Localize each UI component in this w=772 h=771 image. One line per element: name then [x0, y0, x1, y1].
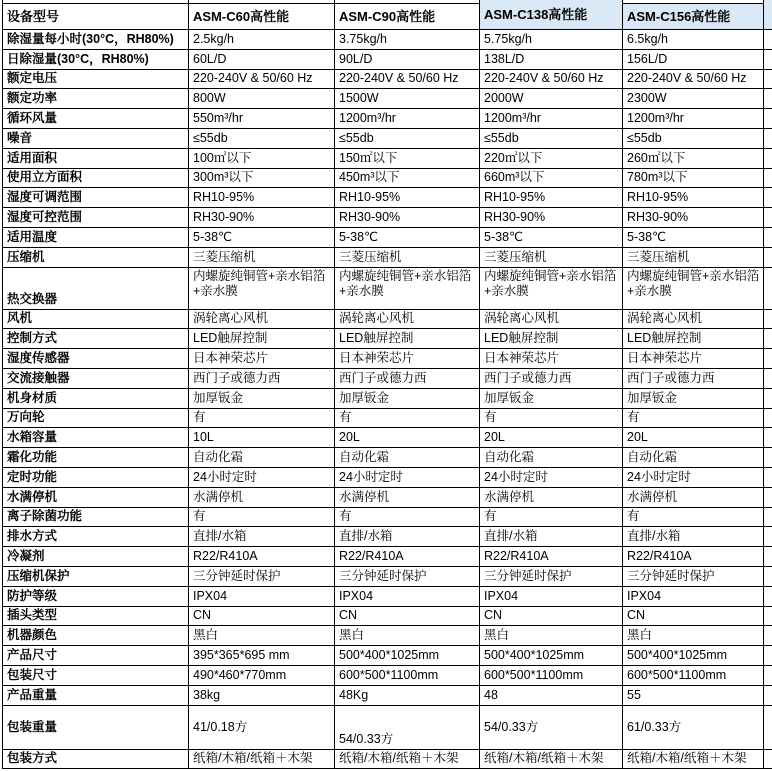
cutoff-cell	[764, 70, 772, 90]
table-row	[3, 567, 771, 587]
value-cell[interactable]: 纸箱/木箱/纸箱＋木架	[335, 750, 480, 770]
value-cell[interactable]: 90L/D	[335, 50, 480, 70]
cutoff-cell	[764, 349, 772, 369]
table-row	[3, 109, 771, 129]
header-model-c90[interactable]: ASM-C90高性能	[335, 4, 480, 30]
value-cell[interactable]: 三分钟延时保护	[189, 567, 335, 587]
value-cell[interactable]: IPX04	[480, 587, 623, 607]
table-row	[3, 547, 771, 567]
value-cell[interactable]: 55	[623, 686, 764, 706]
row-label-cell[interactable]: 压缩机	[3, 248, 189, 268]
cutoff-cell	[764, 188, 772, 208]
value-cell[interactable]: RH10-95%	[623, 188, 764, 208]
value-cell[interactable]: 220-240V & 50/60 Hz	[623, 70, 764, 90]
value-cell[interactable]: 450m³以下	[335, 169, 480, 189]
table-row	[3, 169, 771, 189]
row-label-cell[interactable]: 产品尺寸	[3, 646, 189, 666]
table-row	[3, 646, 771, 666]
cutoff-cell	[764, 228, 772, 248]
row-label-cell[interactable]: 水满停机	[3, 488, 189, 508]
value-cell[interactable]: 500*400*1025mm	[623, 646, 764, 666]
row-label-cell[interactable]: 风机	[3, 310, 189, 330]
value-cell[interactable]: 三菱压缩机	[480, 248, 623, 268]
cutoff-cell	[764, 389, 772, 409]
table-header	[3, 0, 771, 30]
value-cell[interactable]: 24小时定时	[189, 468, 335, 488]
cutoff-cell	[764, 409, 772, 429]
table-row	[3, 706, 771, 750]
table-row	[3, 50, 771, 70]
row-label-cell[interactable]: 排水方式	[3, 527, 189, 547]
value-cell[interactable]: RH10-95%	[189, 188, 335, 208]
value-cell[interactable]: 490*460*770mm	[189, 666, 335, 686]
value-cell[interactable]: 600*500*1100mm	[623, 666, 764, 686]
value-cell[interactable]: 5-38℃	[335, 228, 480, 248]
table-row	[3, 329, 771, 349]
value-cell[interactable]: 5-38℃	[623, 228, 764, 248]
value-cell[interactable]: 三分钟延时保护	[480, 567, 623, 587]
row-label-cell[interactable]: 使用立方面积	[3, 169, 189, 189]
cutoff-cell	[764, 89, 772, 109]
value-cell[interactable]: IPX04	[335, 587, 480, 607]
row-label-cell[interactable]: 循环风量	[3, 109, 189, 129]
table-row	[3, 89, 771, 109]
row-label-cell[interactable]: 除湿量每小时(30°C，RH80%)	[3, 30, 189, 50]
cutoff-cell	[764, 448, 772, 468]
table-row	[3, 448, 771, 468]
value-cell[interactable]: 100㎡以下	[189, 149, 335, 169]
row-label-cell[interactable]: 防护等级	[3, 587, 189, 607]
value-cell[interactable]: CN	[189, 607, 335, 627]
value-cell[interactable]: 日本神荣芯片	[335, 349, 480, 369]
table-row	[3, 750, 771, 770]
value-cell[interactable]: 纸箱/木箱/纸箱＋木架	[189, 750, 335, 770]
table-row	[3, 468, 771, 488]
table-row	[3, 626, 771, 646]
value-cell[interactable]: 150㎡以下	[335, 149, 480, 169]
cutoff-cell	[764, 169, 772, 189]
value-cell[interactable]: 内螺旋纯铜管+亲水铝箔+亲水膜	[623, 268, 764, 310]
row-label-cell[interactable]: 日除湿量(30°C，RH80%)	[3, 50, 189, 70]
table-row	[3, 666, 771, 686]
value-cell[interactable]: LED触屏控制	[189, 329, 335, 349]
value-cell[interactable]: 日本神荣芯片	[480, 349, 623, 369]
value-cell[interactable]: 3.75kg/h	[335, 30, 480, 50]
value-cell[interactable]: 220㎡以下	[480, 149, 623, 169]
cutoff-cell	[764, 248, 772, 268]
table-row	[3, 587, 771, 607]
value-cell[interactable]: 24小时定时	[480, 468, 623, 488]
value-cell[interactable]: 西门子或德力西	[623, 369, 764, 389]
value-cell[interactable]: 10L	[189, 428, 335, 448]
row-label-cell[interactable]: 湿度可调范围	[3, 188, 189, 208]
row-label-cell[interactable]: 压缩机保护	[3, 567, 189, 587]
cutoff-cell	[764, 706, 772, 750]
cutoff-cell	[764, 626, 772, 646]
value-cell[interactable]: 220-240V & 50/60 Hz	[480, 70, 623, 90]
value-cell[interactable]: 三分钟延时保护	[623, 567, 764, 587]
spec-table-body	[3, 30, 771, 769]
value-cell[interactable]: 220-240V & 50/60 Hz	[189, 70, 335, 90]
value-cell[interactable]: 2000W	[480, 89, 623, 109]
value-cell[interactable]: 水满停机	[335, 488, 480, 508]
value-cell[interactable]: 138L/D	[480, 50, 623, 70]
row-label-cell[interactable]: 机器颜色	[3, 626, 189, 646]
row-label-cell[interactable]: 水箱容量	[3, 428, 189, 448]
value-cell[interactable]: 38kg	[189, 686, 335, 706]
value-cell[interactable]: 156L/D	[623, 50, 764, 70]
value-cell[interactable]: 黑白	[480, 626, 623, 646]
table-row	[3, 208, 771, 228]
value-cell[interactable]: 24小时定时	[623, 468, 764, 488]
value-cell[interactable]: 有	[335, 508, 480, 528]
value-cell[interactable]: 三分钟延时保护	[335, 567, 480, 587]
table-row	[3, 409, 771, 429]
value-cell[interactable]: 内螺旋纯铜管+亲水铝箔+亲水膜	[189, 268, 335, 310]
value-cell[interactable]: 5-38℃	[189, 228, 335, 248]
cutoff-cell	[764, 567, 772, 587]
table-row	[3, 30, 771, 50]
cutoff-cell	[764, 587, 772, 607]
cutoff-cell	[764, 666, 772, 686]
value-cell[interactable]: 500*400*1025mm	[480, 646, 623, 666]
value-cell[interactable]: 涡轮离心风机	[480, 310, 623, 330]
value-cell[interactable]: 1200m³/hr	[335, 109, 480, 129]
value-cell[interactable]: LED触屏控制	[335, 329, 480, 349]
value-cell[interactable]: 20L	[623, 428, 764, 448]
row-label-cell[interactable]: 噪音	[3, 129, 189, 149]
value-cell[interactable]: 自动化霜	[189, 448, 335, 468]
value-cell[interactable]: CN	[335, 607, 480, 627]
table-row	[3, 508, 771, 528]
row-label-cell[interactable]: 插头类型	[3, 607, 189, 627]
value-cell[interactable]: 60L/D	[189, 50, 335, 70]
cutoff-cell	[764, 0, 772, 30]
value-cell[interactable]: 纸箱/木箱/纸箱＋木架	[623, 750, 764, 770]
row-label-cell[interactable]: 冷凝剂	[3, 547, 189, 567]
value-cell[interactable]: RH10-95%	[335, 188, 480, 208]
row-label-cell[interactable]: 热交换器	[3, 268, 189, 310]
value-cell[interactable]: 水满停机	[623, 488, 764, 508]
value-cell[interactable]: IPX04	[189, 587, 335, 607]
value-cell[interactable]: ≤55db	[335, 129, 480, 149]
cutoff-cell	[764, 547, 772, 567]
cutoff-cell	[764, 428, 772, 448]
row-label-cell[interactable]: 交流接触器	[3, 369, 189, 389]
row-label-cell[interactable]: 机身材质	[3, 389, 189, 409]
row-label-cell[interactable]: 万向轮	[3, 409, 189, 429]
table-row	[3, 527, 771, 547]
value-cell[interactable]: 自动化霜	[335, 448, 480, 468]
value-cell[interactable]: 涡轮离心风机	[623, 310, 764, 330]
cutoff-cell	[764, 109, 772, 129]
cutoff-cell	[764, 508, 772, 528]
value-cell[interactable]: ≤55db	[189, 129, 335, 149]
value-cell[interactable]: 600*500*1100mm	[335, 666, 480, 686]
row-label-cell[interactable]: 湿度可控范围	[3, 208, 189, 228]
value-cell[interactable]: 1200m³/hr	[480, 109, 623, 129]
value-cell[interactable]: RH10-95%	[480, 188, 623, 208]
cutoff-cell	[764, 268, 772, 310]
row-label-cell[interactable]: 适用面积	[3, 149, 189, 169]
table-row	[3, 129, 771, 149]
row-label-cell[interactable]: 额定电压	[3, 70, 189, 90]
value-cell[interactable]: RH30-90%	[623, 208, 764, 228]
value-cell[interactable]: 日本神荣芯片	[189, 349, 335, 369]
table-row	[3, 268, 771, 310]
header-model-c60[interactable]: ASM-C60高性能	[189, 4, 335, 30]
value-cell[interactable]: 有	[623, 508, 764, 528]
table-row	[3, 228, 771, 248]
value-cell[interactable]: 加厚钣金	[623, 389, 764, 409]
table-row	[3, 686, 771, 706]
value-cell[interactable]: 有	[189, 508, 335, 528]
value-cell[interactable]: 54/0.33方	[335, 706, 480, 750]
value-cell[interactable]: 54/0.33方	[480, 706, 623, 750]
value-cell[interactable]: 水满停机	[189, 488, 335, 508]
table-row	[3, 488, 771, 508]
value-cell[interactable]: 1200m³/hr	[623, 109, 764, 129]
spec-table	[2, 0, 771, 769]
table-row	[3, 188, 771, 208]
value-cell[interactable]: 直排/水箱	[335, 527, 480, 547]
value-cell[interactable]: LED触屏控制	[623, 329, 764, 349]
row-label-cell[interactable]: 定时功能	[3, 468, 189, 488]
header-device-model[interactable]: 设备型号	[3, 4, 189, 30]
value-cell[interactable]: IPX04	[623, 587, 764, 607]
value-cell[interactable]: RH30-90%	[335, 208, 480, 228]
value-cell[interactable]: 24小时定时	[335, 468, 480, 488]
table-row	[3, 248, 771, 268]
cutoff-cell	[764, 750, 772, 770]
value-cell[interactable]: 600*500*1100mm	[480, 666, 623, 686]
cutoff-cell	[764, 686, 772, 706]
value-cell[interactable]: 41/0.18方	[189, 706, 335, 750]
value-cell[interactable]: 直排/水箱	[623, 527, 764, 547]
value-cell[interactable]: 2.5kg/h	[189, 30, 335, 50]
value-cell[interactable]: ≤55db	[623, 129, 764, 149]
row-label-cell[interactable]: 离子除菌功能	[3, 508, 189, 528]
row-label-cell[interactable]: 湿度传感器	[3, 349, 189, 369]
value-cell[interactable]: 2300W	[623, 89, 764, 109]
cutoff-cell	[764, 149, 772, 169]
value-cell[interactable]: 500*400*1025mm	[335, 646, 480, 666]
cutoff-cell	[764, 468, 772, 488]
value-cell[interactable]: 61/0.33方	[623, 706, 764, 750]
value-cell[interactable]: R22/R410A	[623, 547, 764, 567]
value-cell[interactable]: 西门子或德力西	[480, 369, 623, 389]
value-cell[interactable]: 780m³以下	[623, 169, 764, 189]
value-cell[interactable]: 48	[480, 686, 623, 706]
cutoff-cell	[764, 50, 772, 70]
value-cell[interactable]: ≤55db	[480, 129, 623, 149]
value-cell[interactable]: 直排/水箱	[189, 527, 335, 547]
value-cell[interactable]: 三菱压缩机	[335, 248, 480, 268]
value-cell[interactable]: 20L	[335, 428, 480, 448]
value-cell[interactable]: R22/R410A	[335, 547, 480, 567]
value-cell[interactable]: CN	[480, 607, 623, 627]
table-row	[3, 389, 771, 409]
value-cell[interactable]: 550m³/hr	[189, 109, 335, 129]
cutoff-cell	[764, 329, 772, 349]
value-cell[interactable]: 有	[623, 409, 764, 429]
value-cell[interactable]: CN	[623, 607, 764, 627]
value-cell[interactable]: 三菱压缩机	[189, 248, 335, 268]
table-row	[3, 607, 771, 627]
value-cell[interactable]: 西门子或德力西	[335, 369, 480, 389]
cutoff-cell	[764, 30, 772, 50]
value-cell[interactable]: 1500W	[335, 89, 480, 109]
table-row	[3, 310, 771, 330]
value-cell[interactable]: 内螺旋纯铜管+亲水铝箔+亲水膜	[335, 268, 480, 310]
value-cell[interactable]: 西门子或德力西	[189, 369, 335, 389]
value-cell[interactable]: 6.5kg/h	[623, 30, 764, 50]
cutoff-cell	[764, 607, 772, 627]
cutoff-cell	[764, 310, 772, 330]
value-cell[interactable]: 220-240V & 50/60 Hz	[335, 70, 480, 90]
cutoff-cell	[764, 488, 772, 508]
value-cell[interactable]: 260㎡以下	[623, 149, 764, 169]
value-cell[interactable]: 三菱压缩机	[623, 248, 764, 268]
row-label-cell[interactable]: 额定功率	[3, 89, 189, 109]
value-cell[interactable]: 水满停机	[480, 488, 623, 508]
value-cell[interactable]: 加厚钣金	[335, 389, 480, 409]
cutoff-cell	[764, 369, 772, 389]
table-row	[3, 369, 771, 389]
row-label-cell[interactable]: 控制方式	[3, 329, 189, 349]
value-cell[interactable]: 48Kg	[335, 686, 480, 706]
value-cell[interactable]: 自动化霜	[623, 448, 764, 468]
table-row	[3, 149, 771, 169]
value-cell[interactable]: 300m³以下	[189, 169, 335, 189]
cutoff-cell	[764, 208, 772, 228]
row-label-cell[interactable]: 包装尺寸	[3, 666, 189, 686]
value-cell[interactable]: 加厚钣金	[189, 389, 335, 409]
value-cell[interactable]: 有	[189, 409, 335, 429]
value-cell[interactable]: 纸箱/木箱/纸箱＋木架	[480, 750, 623, 770]
row-label-cell[interactable]: 霜化功能	[3, 448, 189, 468]
value-cell[interactable]: RH30-90%	[480, 208, 623, 228]
value-cell[interactable]: 有	[335, 409, 480, 429]
value-cell[interactable]: 395*365*695 mm	[189, 646, 335, 666]
row-label-cell[interactable]: 产品重量	[3, 686, 189, 706]
value-cell[interactable]: R22/R410A	[480, 547, 623, 567]
value-cell[interactable]: 自动化霜	[480, 448, 623, 468]
cutoff-cell	[764, 527, 772, 547]
table-row	[3, 70, 771, 90]
header-model-c138[interactable]: ASM-C138高性能	[480, 0, 623, 30]
value-cell[interactable]: 黑白	[335, 626, 480, 646]
cutoff-cell	[764, 646, 772, 666]
table-row	[3, 428, 771, 448]
header-model-c156[interactable]: ASM-C156高性能	[623, 4, 764, 30]
value-cell[interactable]: LED触屏控制	[480, 329, 623, 349]
value-cell[interactable]: 日本神荣芯片	[623, 349, 764, 369]
value-cell[interactable]: 800W	[189, 89, 335, 109]
value-cell[interactable]: R22/R410A	[189, 547, 335, 567]
row-label-cell[interactable]: 包装重量	[3, 706, 189, 750]
value-cell[interactable]: 加厚钣金	[480, 389, 623, 409]
cutoff-cell	[764, 129, 772, 149]
value-cell[interactable]: 内螺旋纯铜管+亲水铝箔+亲水膜	[480, 268, 623, 310]
value-cell[interactable]: 660m³以下	[480, 169, 623, 189]
value-cell[interactable]: 涡轮离心风机	[335, 310, 480, 330]
row-label-cell[interactable]: 适用温度	[3, 228, 189, 248]
value-cell[interactable]: RH30-90%	[189, 208, 335, 228]
value-cell[interactable]: 涡轮离心风机	[189, 310, 335, 330]
table-row	[3, 349, 771, 369]
value-cell[interactable]: 5.75kg/h	[480, 30, 623, 50]
value-cell[interactable]: 有	[480, 409, 623, 429]
value-cell[interactable]: 20L	[480, 428, 623, 448]
value-cell[interactable]: 黑白	[189, 626, 335, 646]
value-cell[interactable]: 黑白	[623, 626, 764, 646]
row-label-cell[interactable]: 包装方式	[3, 750, 189, 770]
value-cell[interactable]: 5-38℃	[480, 228, 623, 248]
value-cell[interactable]: 直排/水箱	[480, 527, 623, 547]
value-cell[interactable]: 有	[480, 508, 623, 528]
